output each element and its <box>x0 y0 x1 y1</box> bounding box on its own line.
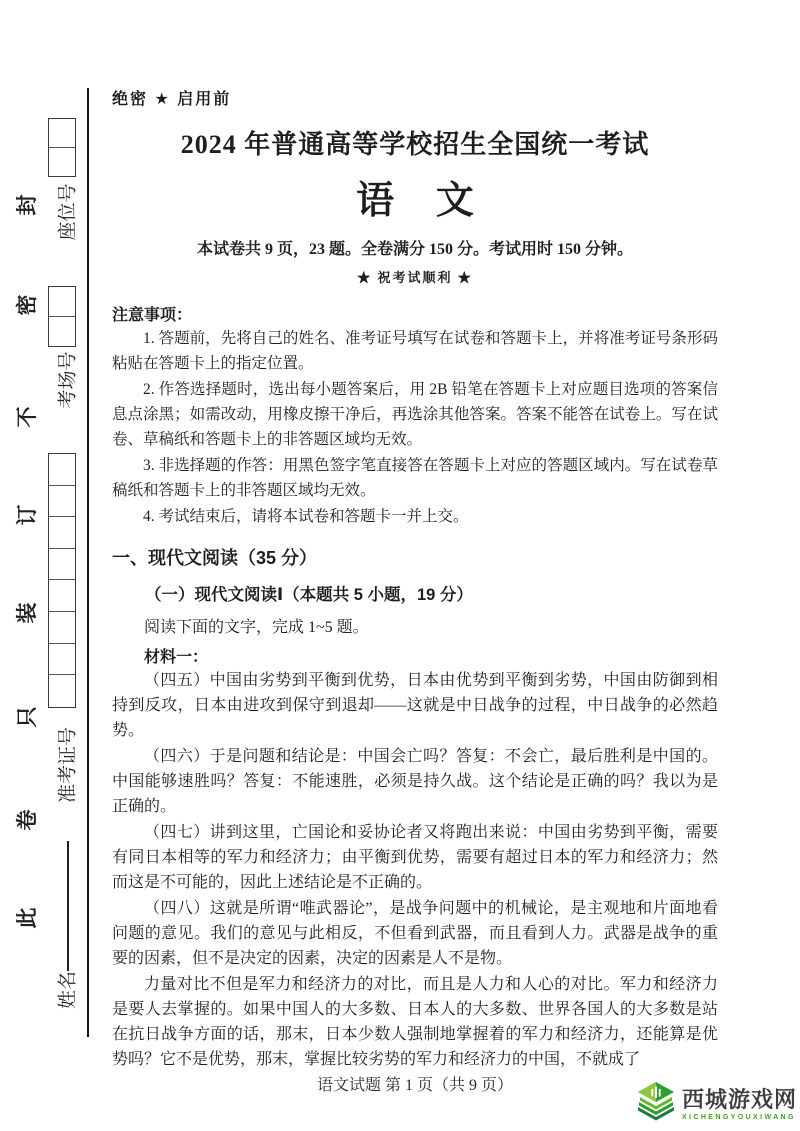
box-cell <box>49 517 75 549</box>
material-paragraph: （四八）这就是所谓“唯武器论”，是战争问题中的机械论，是主观地和片面地看问题的意见。我们的意见与此相反，不但看到武器，而且看到人力。武器是战争的重要的因素，但不是决定的因素，决定的因素是人不是物。 <box>112 900 718 967</box>
material-paragraph: 力量对比不但是军力和经济力的对比，而且是人力和人心的对比。军力和经济力是要人去掌握的。如果中国人的大多数、日本人的大多数、世界各国人的大多数是站在抗日战争方面的话，那末，日本少数人强制地掌握着的军力和经济力，还能算是优势吗？它不是优势，那末，掌握比较劣势的军力和经济力的中国，不就成了 <box>112 976 718 1068</box>
notice-heading: 注意事项： <box>112 307 193 324</box>
material-label: 材料一： <box>144 649 209 666</box>
classification-text: 绝密 ★ 启用前 <box>112 91 232 108</box>
box-cell <box>49 675 75 707</box>
watermark-text <box>681 1086 797 1121</box>
box-cell <box>49 580 75 612</box>
notice-item: 1. 答题前，先将自己的姓名、准考证号填写在试卷和答题卡上，并将准考证号条形码粘贴在答题卡上的指定位置。 <box>112 330 718 372</box>
box-cell <box>49 317 75 347</box>
seal-phrase-char: 不 <box>15 406 39 428</box>
notice-item: 4. 考试结束后，请将本试卷和答题卡一并上交。 <box>143 508 469 525</box>
material-paragraph: （四七）讲到这里，亡国论和妥协论者又将跑出来说：中国由劣势到平衡，需要有同日本相等的军力和经济力；由平衡到优势，需要有超过日本的军力和经济力；然而这是不可能的，因此上述结论是不正确的。 <box>112 824 718 891</box>
seat-number-boxes <box>48 118 76 177</box>
box-cell <box>49 148 75 177</box>
seal-margin <box>0 0 90 1131</box>
admission-ticket-number-boxes <box>48 453 76 708</box>
seat-number-label: 座位号 <box>57 183 79 241</box>
box-cell <box>49 549 75 581</box>
name-label: 姓名 <box>57 970 79 1010</box>
paper-info: 本试卷共 9 页，23 题。全卷满分 150 分。考试用时 150 分钟。 <box>196 241 633 258</box>
seal-phrase-char: 卷 <box>15 809 39 831</box>
notice-item: 3. 非选择题的作答：用黑色签字笔直接答在答题卡上对应的答题区域内。写在试卷草稿纸和答题卡上的非答题区域均无效。 <box>112 457 718 499</box>
seal-phrase-char: 密 <box>15 294 39 316</box>
box-cell <box>49 454 75 486</box>
name-underline <box>67 841 69 971</box>
section-heading: 一、现代文阅读（35 分） <box>112 548 318 568</box>
box-cell <box>49 644 75 676</box>
exam-title: 2024 年普通高等学校招生全国统一考试 <box>180 130 650 159</box>
page-footer: 语文试题 第 1 页（共 9 页） <box>316 1077 513 1094</box>
seal-phrase-char: 只 <box>15 706 39 728</box>
exam-wish: ★ 祝考试顺利 ★ <box>357 270 473 285</box>
exam-room-number-label: 考场号 <box>57 351 79 409</box>
watermark-pinyin: XICHENGYOUXIWANG <box>681 1113 796 1121</box>
notice-item: 2. 作答选择题时，选出每小题答案后，用 2B 铅笔在答题卡上对应题目选项的答案信息点涂黑；如需改动，用橡皮擦干净后，再选涂其他答案。答案不能答在试卷上。写在试卷、草稿纸和答题卡上的非答题区域均无效。 <box>112 381 718 448</box>
seal-border-line <box>87 88 89 1037</box>
watermark-name: 西城游戏网 <box>681 1086 797 1112</box>
watermark <box>635 1081 797 1128</box>
admission-ticket-number-label: 准考证号 <box>57 726 79 804</box>
exam-room-number-boxes <box>48 286 76 347</box>
seal-phrase-char: 装 <box>15 602 39 624</box>
exam-content <box>112 86 718 1073</box>
box-cell <box>49 287 75 317</box>
box-cell <box>49 486 75 518</box>
box-cell <box>49 612 75 644</box>
subject-title: 语文 <box>356 180 516 222</box>
wheat-diamond-icon <box>635 1081 677 1128</box>
material-paragraph: （四六）于是问题和结论是：中国会亡吗？答复：不会亡，最后胜利是中国的。中国能够速胜吗？答复：不能速胜，必须是持久战。这个结论是正确的吗？我以为是正确的。 <box>112 748 718 815</box>
seal-phrase-char: 此 <box>15 907 39 929</box>
reading-instruction: 阅读下面的文字，完成 1~5 题。 <box>144 619 369 636</box>
box-cell <box>49 119 75 148</box>
seal-phrase-char: 封 <box>15 194 39 216</box>
seal-phrase-char: 订 <box>15 504 39 526</box>
subsection-heading: （一）现代文阅读Ⅰ（本题共 5 小题，19 分） <box>145 586 473 604</box>
material-paragraph: （四五）中国由劣势到平衡到优势，日本由优势到平衡到劣势，中国由防御到相持到反攻，日本由进攻到保守到退却——这就是中日战争的过程，中日战争的必然趋势。 <box>112 672 718 739</box>
